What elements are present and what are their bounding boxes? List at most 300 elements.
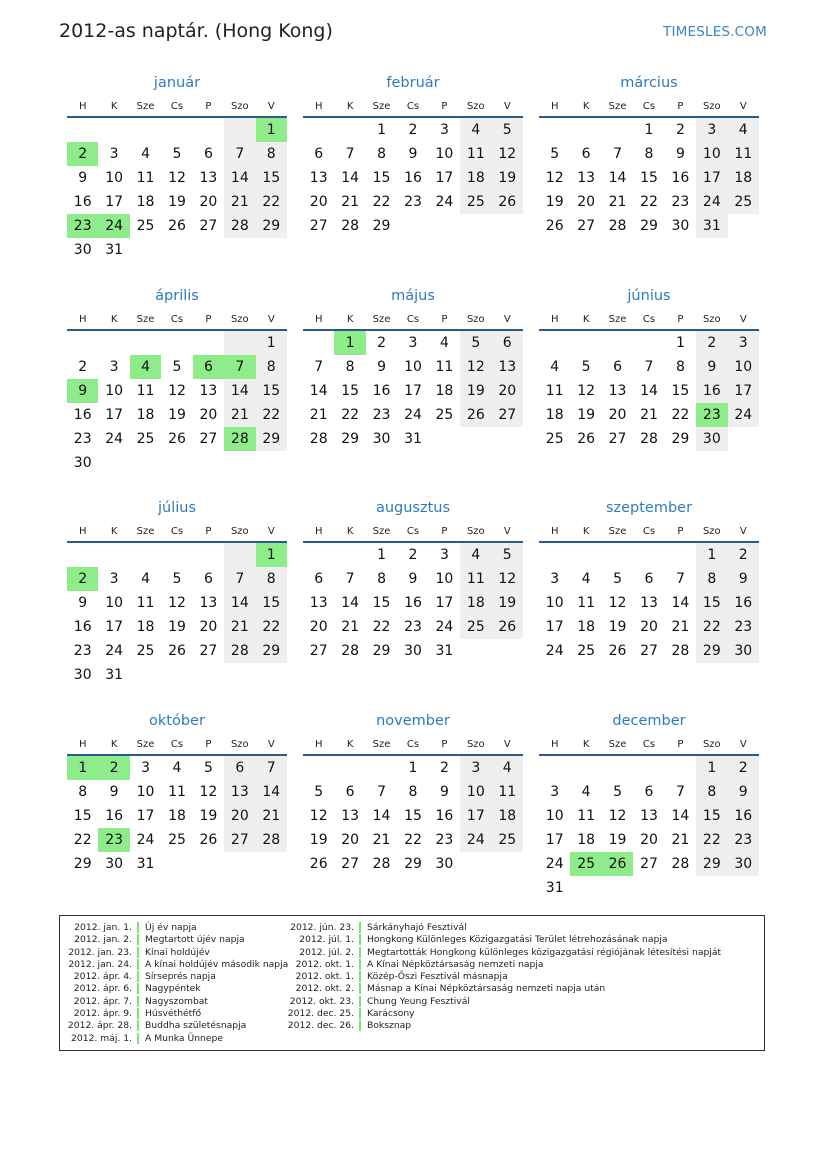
day-cell: 15 [256, 379, 287, 403]
empty-day-cell [602, 331, 633, 355]
weekday-header: Szo [460, 94, 491, 118]
day-cell: 13 [492, 355, 523, 379]
day-cell: 6 [314, 571, 324, 587]
day-cell: 6 [314, 146, 324, 162]
month-name: július [157, 500, 197, 516]
weekday-header: K [98, 519, 129, 543]
day-cell: 16 [73, 407, 92, 423]
empty-day-cell [460, 427, 491, 451]
empty-day-cell [224, 238, 255, 262]
empty-day-cell [334, 756, 365, 780]
empty-day-cell [665, 876, 696, 900]
day-cell: 14 [608, 170, 627, 186]
day-cell: 29 [256, 214, 287, 238]
day-cell: 16 [671, 170, 690, 186]
weekday-header: Sze [366, 94, 397, 118]
day-cell: 19 [168, 194, 186, 210]
empty-day-cell [492, 427, 523, 451]
day-cell: 4 [581, 571, 591, 587]
holiday-name: Új év napja [145, 922, 197, 933]
day-cell: 11 [728, 142, 759, 166]
day-cell: 15 [256, 591, 287, 615]
day-cell: 20 [224, 804, 255, 828]
holiday-marker-bar [137, 996, 139, 1007]
day-cell: 14 [224, 591, 255, 615]
empty-day-cell [193, 663, 224, 687]
holiday-day-cell: 25 [570, 852, 601, 876]
day-cell: 7 [377, 784, 387, 800]
day-cell: 3 [439, 122, 449, 138]
day-cell: 16 [73, 619, 92, 635]
empty-day-cell [570, 331, 601, 355]
day-cell: 5 [613, 571, 623, 587]
holiday-day-cell: 23 [696, 403, 727, 427]
day-cell: 3 [728, 331, 759, 355]
day-cell: 13 [224, 780, 255, 804]
day-cell: 9 [78, 170, 88, 186]
day-cell: 27 [640, 856, 658, 872]
day-cell: 26 [608, 643, 627, 659]
holiday-day-cell: 9 [67, 379, 98, 403]
day-cell: 31 [545, 880, 564, 896]
empty-day-cell [696, 876, 727, 900]
day-cell: 15 [640, 170, 658, 186]
empty-day-cell [256, 451, 287, 475]
day-cell: 8 [377, 146, 387, 162]
day-cell: 1 [696, 543, 727, 567]
day-cell: 5 [492, 118, 523, 142]
day-cell: 14 [341, 595, 360, 611]
month-name: november [376, 713, 450, 729]
weekday-header: H [539, 732, 570, 756]
weekday-header: K [334, 732, 365, 756]
empty-day-cell [161, 238, 192, 262]
empty-day-cell [728, 876, 759, 900]
holiday-date: 2012. jún. 23. [290, 922, 354, 933]
day-cell: 11 [435, 359, 454, 375]
day-cell: 3 [109, 571, 119, 587]
holiday-day-cell: 2 [98, 756, 129, 780]
empty-day-cell [570, 756, 601, 780]
weekday-header: K [98, 94, 129, 118]
day-cell: 26 [168, 643, 186, 659]
day-cell: 14 [224, 379, 255, 403]
day-cell: 22 [671, 407, 690, 423]
day-cell: 22 [256, 190, 287, 214]
holiday-marker-bar [359, 996, 361, 1007]
holiday-date: 2012. máj. 1. [71, 1032, 132, 1044]
empty-day-cell [98, 543, 129, 567]
empty-day-cell [130, 451, 161, 475]
day-cell: 24 [696, 190, 727, 214]
weekday-header: V [256, 307, 287, 331]
empty-day-cell [193, 543, 224, 567]
weekday-header: Cs [397, 94, 428, 118]
day-cell: 22 [256, 615, 287, 639]
empty-day-cell [67, 331, 98, 355]
day-cell: 21 [671, 832, 690, 848]
weekday-header: Cs [397, 732, 428, 756]
empty-day-cell [224, 331, 255, 355]
weekday-header: K [98, 732, 129, 756]
day-cell: 3 [550, 784, 560, 800]
day-cell: 30 [372, 431, 391, 447]
day-cell: 9 [728, 780, 759, 804]
holiday-marker-bar [137, 1008, 139, 1019]
day-cell: 28 [671, 856, 690, 872]
weekday-header: V [256, 519, 287, 543]
empty-day-cell [98, 118, 129, 142]
month-day-grid [67, 732, 287, 876]
day-cell: 4 [492, 756, 523, 780]
weekday-header: P [193, 519, 224, 543]
day-cell: 6 [613, 359, 623, 375]
day-cell: 20 [608, 407, 627, 423]
holiday-legend-row [284, 959, 721, 971]
day-cell: 27 [309, 218, 328, 234]
day-cell: 20 [309, 619, 328, 635]
day-cell: 5 [203, 760, 213, 776]
day-cell: 9 [408, 571, 418, 587]
day-cell: 22 [372, 194, 391, 210]
day-cell: 26 [492, 190, 523, 214]
day-cell: 22 [256, 403, 287, 427]
day-cell: 30 [73, 242, 92, 258]
holiday-legend-row [64, 959, 288, 971]
holiday-day-cell: 1 [334, 331, 365, 355]
holiday-legend-row [284, 1008, 721, 1020]
empty-day-cell [570, 543, 601, 567]
site-brand-link[interactable]: TIMESLES.COM [663, 24, 767, 40]
holiday-day-cell: 2 [67, 567, 98, 591]
day-cell: 7 [675, 571, 685, 587]
day-cell: 6 [492, 331, 523, 355]
day-cell: 25 [460, 190, 491, 214]
holiday-legend-left-column [64, 922, 288, 1045]
day-cell: 27 [640, 643, 658, 659]
day-cell: 18 [492, 804, 523, 828]
day-cell: 18 [136, 619, 155, 635]
day-cell: 18 [460, 166, 491, 190]
day-cell: 18 [577, 832, 596, 848]
day-cell: 11 [460, 142, 491, 166]
day-cell: 20 [199, 407, 218, 423]
day-cell: 27 [199, 431, 218, 447]
empty-day-cell [161, 118, 192, 142]
day-cell: 18 [168, 808, 186, 824]
weekday-header: Sze [130, 94, 161, 118]
holiday-name: A Munka Ünnepe [145, 1032, 223, 1044]
day-cell: 12 [577, 383, 596, 399]
day-cell: 20 [341, 832, 360, 848]
day-cell: 23 [435, 832, 454, 848]
weekday-header: P [665, 732, 696, 756]
day-cell: 27 [341, 856, 360, 872]
day-cell: 25 [577, 643, 596, 659]
weekday-header: P [429, 732, 460, 756]
day-cell: 12 [492, 142, 523, 166]
day-cell: 5 [460, 331, 491, 355]
holiday-date: 2012. okt. 1. [295, 958, 354, 970]
day-cell: 24 [105, 643, 124, 659]
day-cell: 27 [608, 431, 627, 447]
day-cell: 29 [372, 643, 391, 659]
day-cell: 12 [545, 170, 564, 186]
day-cell: 3 [141, 760, 151, 776]
holiday-legend-row [284, 983, 721, 995]
empty-day-cell [303, 118, 334, 142]
day-cell: 17 [545, 619, 564, 635]
day-cell: 17 [105, 407, 124, 423]
day-cell: 2 [696, 331, 727, 355]
day-cell: 4 [141, 146, 151, 162]
day-cell: 1 [675, 335, 685, 351]
weekday-header: K [570, 94, 601, 118]
empty-day-cell [334, 543, 365, 567]
empty-day-cell [161, 543, 192, 567]
day-cell: 2 [408, 547, 418, 563]
day-cell: 22 [404, 832, 422, 848]
day-cell: 4 [439, 335, 449, 351]
day-cell: 25 [136, 218, 155, 234]
day-cell: 29 [341, 431, 360, 447]
empty-day-cell [193, 852, 224, 876]
weekday-header: P [193, 732, 224, 756]
weekday-header: Cs [161, 519, 192, 543]
empty-day-cell [193, 238, 224, 262]
day-cell: 7 [256, 756, 287, 780]
day-cell: 8 [256, 567, 287, 591]
empty-day-cell [570, 118, 601, 142]
holiday-name: Másnap a Kínai Népköztársaság nemzeti napja után [367, 983, 606, 995]
day-cell: 4 [460, 118, 491, 142]
day-cell: 8 [377, 571, 387, 587]
day-cell: 6 [224, 756, 255, 780]
holiday-legend-row [64, 1020, 288, 1032]
weekday-header: Cs [633, 307, 664, 331]
day-cell: 12 [608, 808, 627, 824]
day-cell: 18 [435, 383, 454, 399]
empty-day-cell [256, 663, 287, 687]
weekday-header: Sze [130, 307, 161, 331]
day-cell: 29 [73, 856, 92, 872]
weekday-header: H [539, 307, 570, 331]
day-cell: 19 [492, 591, 523, 615]
month-day-grid [539, 307, 759, 451]
holiday-day-cell: 6 [193, 355, 224, 379]
weekday-header: V [492, 732, 523, 756]
day-cell: 1 [408, 760, 418, 776]
day-cell: 12 [199, 784, 218, 800]
weekday-header: H [539, 94, 570, 118]
month-name: szeptember [605, 500, 693, 516]
day-cell: 16 [372, 383, 391, 399]
day-cell: 2 [728, 756, 759, 780]
weekday-header: Sze [130, 519, 161, 543]
empty-day-cell [602, 543, 633, 567]
weekday-header: K [334, 519, 365, 543]
empty-day-cell [193, 451, 224, 475]
holiday-marker-bar [137, 1033, 139, 1044]
month-name: október [149, 713, 205, 729]
holiday-marker-bar [359, 947, 361, 958]
day-cell: 10 [460, 780, 491, 804]
holiday-date: 2012. dec. 25. [287, 1008, 354, 1020]
empty-day-cell [492, 852, 523, 876]
day-cell: 17 [105, 619, 124, 635]
day-cell: 19 [168, 407, 186, 423]
empty-day-cell [460, 214, 491, 238]
weekday-header: P [665, 307, 696, 331]
month-calendar [539, 72, 759, 238]
day-cell: 21 [341, 619, 360, 635]
day-cell: 6 [203, 571, 213, 587]
day-cell: 10 [404, 359, 422, 375]
day-cell: 10 [435, 146, 454, 162]
holiday-name: Sírseprés napja [145, 971, 216, 983]
day-cell: 23 [372, 407, 391, 423]
day-cell: 3 [550, 571, 560, 587]
holiday-date: 2012. jan. 24. [68, 958, 132, 970]
day-cell: 23 [404, 194, 422, 210]
empty-day-cell [161, 331, 192, 355]
day-cell: 17 [728, 379, 759, 403]
holiday-legend-row [64, 971, 288, 983]
holiday-name: Nagypéntek [145, 983, 201, 995]
day-cell: 28 [341, 643, 360, 659]
day-cell: 18 [136, 194, 155, 210]
day-cell: 19 [309, 832, 328, 848]
day-cell: 15 [341, 383, 360, 399]
empty-day-cell [539, 756, 570, 780]
month-day-grid [303, 94, 523, 238]
holiday-name: Chung Yeung Fesztivál [367, 995, 470, 1007]
holiday-date: 2012. dec. 26. [287, 1020, 354, 1032]
day-cell: 15 [372, 170, 391, 186]
holiday-day-cell: 7 [224, 355, 255, 379]
empty-day-cell [492, 639, 523, 663]
day-cell: 27 [577, 218, 596, 234]
day-cell: 11 [136, 595, 155, 611]
empty-day-cell [539, 331, 570, 355]
weekday-header: Sze [366, 732, 397, 756]
day-cell: 5 [550, 146, 560, 162]
empty-day-cell [256, 238, 287, 262]
day-cell: 14 [671, 808, 690, 824]
day-cell: 30 [404, 643, 422, 659]
holiday-marker-bar [137, 922, 139, 933]
empty-day-cell [633, 331, 664, 355]
weekday-header: V [256, 732, 287, 756]
weekday-header: Cs [161, 94, 192, 118]
day-cell: 13 [199, 595, 218, 611]
holiday-marker-bar [137, 971, 139, 982]
weekday-header: P [429, 94, 460, 118]
holiday-date: 2012. okt. 1. [295, 971, 354, 983]
day-cell: 20 [640, 832, 658, 848]
empty-day-cell [303, 756, 334, 780]
holiday-marker-bar [359, 971, 361, 982]
empty-day-cell [602, 876, 633, 900]
holiday-day-cell: 1 [256, 543, 287, 567]
day-cell: 1 [696, 756, 727, 780]
weekday-header: V [492, 519, 523, 543]
weekday-header: H [67, 519, 98, 543]
day-cell: 13 [608, 383, 627, 399]
day-cell: 3 [408, 335, 418, 351]
empty-day-cell [98, 451, 129, 475]
empty-day-cell [539, 118, 570, 142]
empty-day-cell [193, 118, 224, 142]
holiday-legend-row [64, 922, 288, 934]
day-cell: 26 [545, 218, 564, 234]
day-cell: 28 [640, 431, 658, 447]
day-cell: 15 [696, 804, 727, 828]
day-cell: 20 [577, 194, 596, 210]
day-cell: 31 [404, 431, 422, 447]
weekday-header: V [492, 94, 523, 118]
weekday-header: K [570, 732, 601, 756]
day-cell: 21 [224, 403, 255, 427]
day-cell: 2 [408, 122, 418, 138]
empty-day-cell [334, 118, 365, 142]
day-cell: 12 [168, 595, 186, 611]
day-cell: 16 [728, 591, 759, 615]
holiday-marker-bar [137, 959, 139, 970]
day-cell: 17 [136, 808, 155, 824]
empty-day-cell [98, 331, 129, 355]
weekday-header: V [492, 307, 523, 331]
empty-day-cell [130, 118, 161, 142]
empty-day-cell [161, 451, 192, 475]
day-cell: 11 [168, 784, 186, 800]
weekday-header: Cs [397, 519, 428, 543]
holiday-legend-row [64, 983, 288, 995]
day-cell: 28 [341, 218, 360, 234]
month-day-grid [67, 307, 287, 475]
day-cell: 28 [309, 431, 328, 447]
day-cell: 2 [728, 543, 759, 567]
weekday-header: P [429, 519, 460, 543]
day-cell: 11 [136, 170, 155, 186]
day-cell: 6 [203, 146, 213, 162]
day-cell: 30 [105, 856, 124, 872]
day-cell: 13 [309, 170, 328, 186]
day-cell: 25 [492, 828, 523, 852]
day-cell: 8 [345, 359, 355, 375]
day-cell: 1 [377, 122, 387, 138]
day-cell: 24 [105, 431, 124, 447]
day-cell: 13 [341, 808, 360, 824]
day-cell: 29 [372, 218, 391, 234]
weekday-header: Cs [633, 94, 664, 118]
day-cell: 25 [136, 643, 155, 659]
day-cell: 25 [460, 615, 491, 639]
day-cell: 3 [439, 547, 449, 563]
day-cell: 6 [644, 784, 654, 800]
day-cell: 26 [168, 431, 186, 447]
day-cell: 18 [577, 619, 596, 635]
day-cell: 10 [105, 170, 124, 186]
day-cell: 21 [224, 190, 255, 214]
holiday-legend-row [284, 996, 721, 1008]
day-cell: 5 [172, 359, 182, 375]
day-cell: 14 [341, 170, 360, 186]
day-cell: 17 [696, 166, 727, 190]
weekday-header: Szo [460, 732, 491, 756]
day-cell: 16 [105, 808, 124, 824]
empty-day-cell [665, 756, 696, 780]
